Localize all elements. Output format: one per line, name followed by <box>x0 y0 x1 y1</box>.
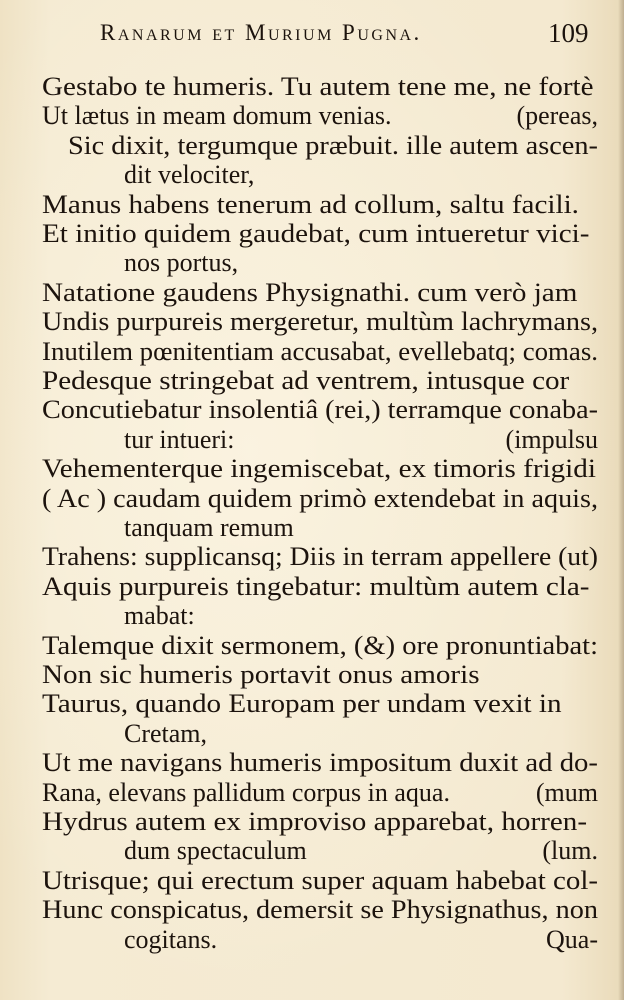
verse-line <box>42 572 590 602</box>
verse-line <box>124 160 254 190</box>
verse-line-text: tanquam remum <box>124 513 294 542</box>
verse-line <box>42 72 594 102</box>
page-edge-shadow <box>618 0 624 1000</box>
verse-line-text: tur intueri: <box>124 424 235 454</box>
verse-line <box>124 836 598 866</box>
verse-line <box>42 660 480 690</box>
verse-line <box>42 278 577 308</box>
verse-line-text: Utrisque; qui erectum super aquam habebat col- <box>42 865 598 895</box>
verse-line <box>42 219 589 249</box>
verse-line-text: Vehementerque ingemiscebat, ex timoris frigidi <box>42 454 596 484</box>
verse-line-text: Taurus, quando Europam per undam vexit in <box>42 689 562 719</box>
running-title: Ranarum et Murium Pugna. <box>100 20 422 45</box>
verse-line <box>42 748 598 778</box>
verse-line <box>124 924 598 955</box>
verse-line <box>42 101 598 131</box>
verse-line <box>42 484 598 514</box>
verse-line <box>42 366 569 396</box>
verse-line-turnover: (mum <box>535 777 598 807</box>
verse-line-text: Non sic humeris portavit onus amoris <box>42 660 480 689</box>
verse-line-text: nos portus, <box>124 248 239 278</box>
verse-line <box>42 395 598 425</box>
verse-line <box>42 542 598 572</box>
verse-line <box>124 719 207 749</box>
verse-line <box>42 689 562 719</box>
verse-line-text: mabat: <box>124 601 195 631</box>
verse-line-text: Natatione gaudens Physignathi. cum verò jam <box>42 277 578 307</box>
verse-line-text: Rana, elevans pallidum corpus in aqua. <box>42 777 450 807</box>
verse-line-text: Ut lætus in meam domum venias. <box>42 101 392 131</box>
verse-line <box>124 513 294 543</box>
verse-line <box>42 307 598 337</box>
verse-line-text: Et initio quidem gaudebat, cum intueretur vici- <box>42 219 590 248</box>
verse-line <box>124 248 238 278</box>
verse-line-turnover: (impulsu <box>505 424 598 454</box>
verse-line-text: Aquis purpureis tingebatur: multùm autem cla- <box>42 571 590 601</box>
verse-line <box>124 601 195 631</box>
verse-line <box>124 424 598 455</box>
verse-line-text: Inutilem pœnitentiam accusabat, evellebatq; comas. <box>42 336 598 366</box>
verse-line-text: ( Ac ) caudam quidem primò extendebat in aquis, <box>42 483 598 513</box>
verse-line-text: dum spectaculum <box>124 836 307 866</box>
verse-line-text: Gestabo te humeris. Tu autem tene me, ne fortè <box>42 72 594 101</box>
verse-line <box>42 631 598 661</box>
verse-line <box>42 190 579 220</box>
verse-line <box>42 454 596 484</box>
verse-line-text: Talemque dixit sermonem, (&) ore pronuntiabat: <box>42 630 598 660</box>
verse-line-text: Cretam, <box>124 718 208 748</box>
verse-line <box>42 337 598 367</box>
verse-line <box>42 866 598 896</box>
verse-line-text: Trahens: supplicansq; Diis in terram appellere (ut) <box>42 542 598 572</box>
verse-line <box>42 895 598 925</box>
verse-line-text: cogitans. <box>124 924 218 954</box>
verse-line-text: Manus habens tenerum ad collum, saltu facili. <box>42 189 579 219</box>
verse-line-text: Concutiebatur insolentiâ (rei,) terramque conaba- <box>42 395 598 425</box>
verse-line-text: Undis purpureis mergeretur, multùm lachrymans, <box>42 307 598 337</box>
page-number: 109 <box>548 18 589 48</box>
verse-line <box>68 131 598 161</box>
verse-line-text: Hunc conspicatus, demersit se Physignathus, non <box>42 895 598 925</box>
verse-line <box>42 777 598 808</box>
verse-line-turnover: (lum. <box>542 836 598 866</box>
verse-line-text: Sic dixit, tergumque præbuit. ille autem ascen- <box>68 130 598 160</box>
verse-line-turnover: Qua- <box>546 924 598 954</box>
verse-line-text: Ut me navigans humeris impositum duxit ad do- <box>42 748 598 778</box>
verse-line <box>42 807 587 837</box>
verse-line-text: dit velociter, <box>124 160 255 190</box>
verse-line-text: Hydrus autem ex improviso apparebat, horren- <box>42 807 588 836</box>
verse-line-turnover: (pereas, <box>516 101 598 131</box>
verse-line-text: Pedesque stringebat ad ventrem, intusque cor <box>42 366 570 395</box>
